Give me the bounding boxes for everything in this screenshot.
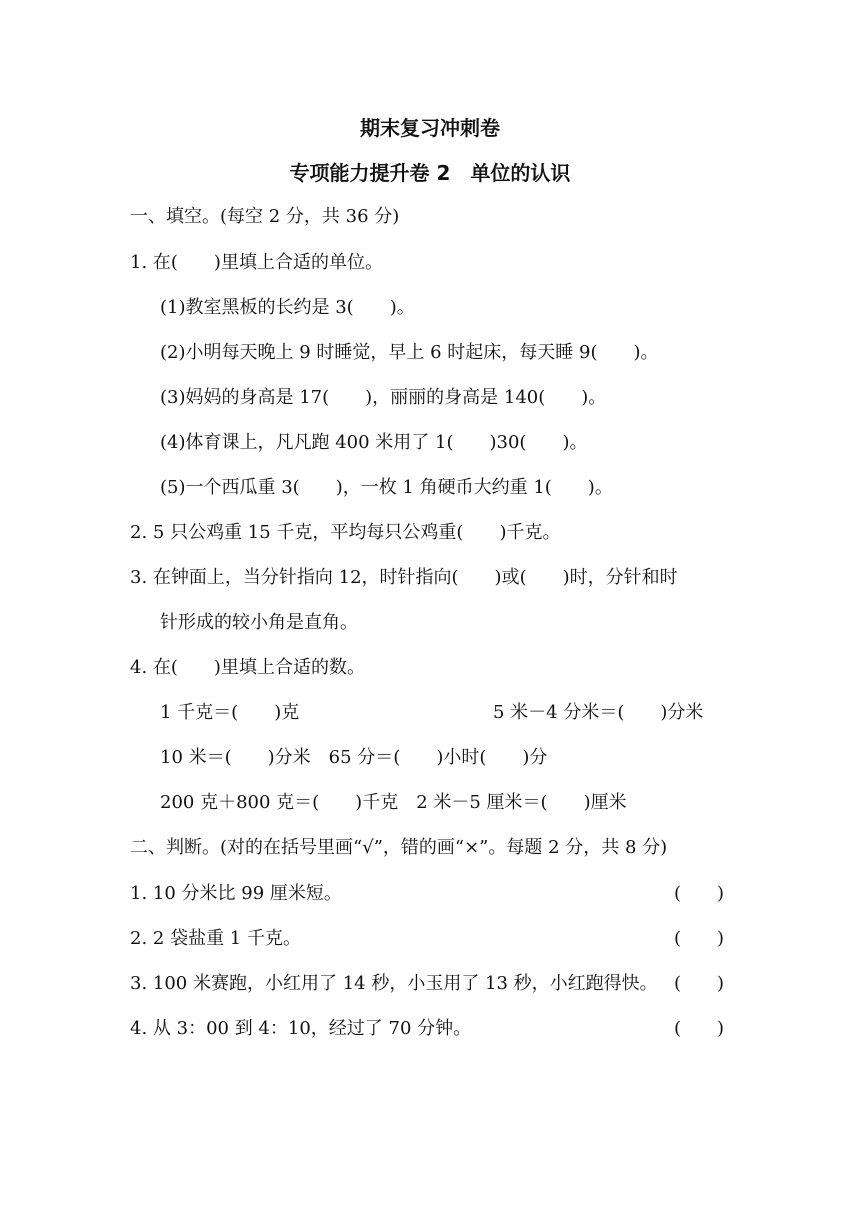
judge-item-4-answer-blank: ( ) xyxy=(674,1018,725,1039)
judge-item-1-answer-blank: ( ) xyxy=(674,883,725,904)
page-title: 期末复习冲刺卷 xyxy=(360,116,500,140)
q3-line-2: 针形成的较小角是直角。 xyxy=(160,612,358,633)
q1-stem: 1. 在( )里填上合适的单位。 xyxy=(130,252,383,273)
q1-item-5: (5)一个西瓜重 3( )，一枚 1 角硬币大约重 1( )。 xyxy=(160,477,613,498)
section2-heading: 二、判断。(对的在括号里画“√”，错的画“×”。每题 2 分，共 8 分) xyxy=(130,837,668,858)
judge-item-3-answer-blank: ( ) xyxy=(674,973,725,994)
q4-row3: 200 克＋800 克＝( )千克 2 米－5 厘米＝( )厘米 xyxy=(160,792,627,813)
q2-text: 2. 5 只公鸡重 15 千克，平均每只公鸡重( )千克。 xyxy=(130,522,561,543)
q4-row1-left: 1 千克＝( )克 xyxy=(160,702,300,723)
q1-item-4: (4)体育课上，凡凡跑 400 米用了 1( )30( )。 xyxy=(160,432,588,453)
q1-item-3: (3)妈妈的身高是 17( )，丽丽的身高是 140( )。 xyxy=(160,387,607,408)
judge-item-3-text: 3. 100 米赛跑，小红用了 14 秒，小玉用了 13 秒，小红跑得快。 xyxy=(130,973,658,994)
q3-line-1: 3. 在钟面上，当分针指向 12，时针指向( )或( )时，分针和时 xyxy=(130,567,678,588)
q1-item-2: (2)小明每天晚上 9 时睡觉，早上 6 时起床，每天睡 9( )。 xyxy=(160,342,659,363)
page-subtitle: 专项能力提升卷 2 单位的认识 xyxy=(289,161,571,185)
judge-item-1-text: 1. 10 分米比 99 厘米短。 xyxy=(130,883,342,904)
judge-item-2-answer-blank: ( ) xyxy=(674,928,725,949)
judge-item-2-text: 2. 2 袋盐重 1 千克。 xyxy=(130,928,301,949)
q4-row1-right: 5 米－4 分米＝( )分米 xyxy=(493,702,704,723)
judge-item-4-text: 4. 从 3：00 到 4：10，经过了 70 分钟。 xyxy=(130,1018,472,1039)
q1-item-1: (1)教室黑板的长约是 3( )。 xyxy=(160,297,415,318)
q4-stem: 4. 在( )里填上合适的数。 xyxy=(130,657,365,678)
q4-row2: 10 米＝( )分米 65 分＝( )小时( )分 xyxy=(160,747,548,768)
section1-heading: 一、填空。(每空 2 分，共 36 分) xyxy=(130,206,400,227)
